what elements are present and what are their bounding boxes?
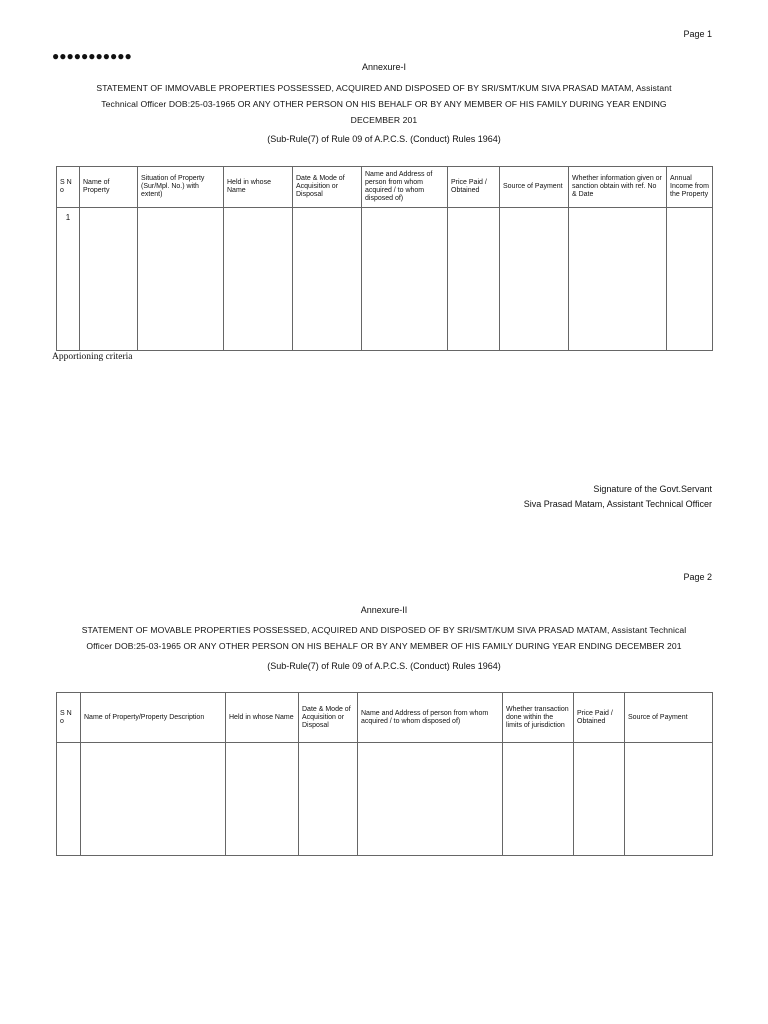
col-header: S N o	[57, 167, 80, 208]
col-header: Price Paid / Obtained	[448, 167, 500, 208]
movable-property-table	[56, 692, 713, 856]
col-header: Held in whose Name	[226, 693, 299, 743]
table-cell	[574, 743, 625, 856]
col-header: Date & Mode of Acquisition or Disposal	[293, 167, 362, 208]
table-cell	[224, 208, 293, 351]
col-header: Name and Address of person from whom acquired / to whom disposed of)	[358, 693, 503, 743]
col-header: Date & Mode of Acquisition or Disposal	[299, 693, 358, 743]
table-cell	[226, 743, 299, 856]
table-cell	[299, 743, 358, 856]
annexure-1-subrule: (Sub-Rule(7) of Rule 09 of A.P.C.S. (Conduct) Rules 1964)	[267, 134, 501, 144]
bullet-dots: ●●●●●●●●●●●	[52, 49, 132, 63]
col-header: Source of Payment	[500, 167, 569, 208]
apportioning-criteria: Apportioning criteria	[52, 352, 133, 362]
heading-line: Technical Officer DOB:25-03-1965 OR ANY OTHER PERSON ON HIS BEHALF OR BY ANY MEMBER OF HIS FAMILY DURING YEAR ENDING	[101, 99, 667, 109]
heading-line: STATEMENT OF IMMOVABLE PROPERTIES POSSESSED, ACQUIRED AND DISPOSED OF BY SRI/SMT/KUM SIVA PRASAD MATAM, Assistant	[96, 83, 672, 93]
table-cell	[80, 208, 138, 351]
col-header: Situation of Property (Sur/Mpl. No.) with extent)	[138, 167, 224, 208]
signature-name: Siva Prasad Matam, Assistant Technical Officer	[523, 499, 712, 509]
table-cell	[293, 208, 362, 351]
table-row	[57, 743, 713, 856]
table-cell	[569, 208, 667, 351]
heading-line: Officer DOB:25-03-1965 OR ANY OTHER PERSON ON HIS BEHALF OR BY ANY MEMBER OF HIS FAMILY DURING YEAR ENDING DECEMBER 201	[86, 641, 682, 651]
table-cell	[667, 208, 713, 351]
table-header-row	[57, 167, 713, 208]
table-cell	[362, 208, 448, 351]
col-header: Annual Income from the Property	[667, 167, 713, 208]
col-header: S N o	[57, 693, 81, 743]
heading-line: STATEMENT OF MOVABLE PROPERTIES POSSESSED, ACQUIRED AND DISPOSED OF BY SRI/SMT/KUM SIVA PRASAD MATAM, Assistant Technical	[81, 625, 687, 635]
col-header: Held in whose Name	[224, 167, 293, 208]
table-cell	[500, 208, 569, 351]
annexure-1-heading	[56, 80, 712, 128]
heading-line: DECEMBER 201	[350, 115, 418, 125]
table-cell: 1	[57, 208, 80, 351]
table-header-row	[57, 693, 713, 743]
annexure-1-title: Annexure-I	[361, 62, 407, 72]
table-cell	[358, 743, 503, 856]
table-cell	[81, 743, 226, 856]
table-cell	[503, 743, 574, 856]
col-header: Whether transaction done within the limits of jurisdiction	[503, 693, 574, 743]
annexure-2-title: Annexure-II	[360, 605, 408, 615]
page-number-2: Page 2	[683, 572, 712, 582]
col-header: Whether information given or sanction obtain with ref. No & Date	[569, 167, 667, 208]
table-cell	[625, 743, 713, 856]
table-cell	[57, 743, 81, 856]
table-row	[57, 208, 713, 351]
table-cell	[448, 208, 500, 351]
page-number-1: Page 1	[683, 29, 712, 39]
signature-title: Signature of the Govt.Servant	[593, 484, 712, 494]
immovable-property-table	[56, 166, 713, 351]
col-header: Name of Property/Property Description	[81, 693, 226, 743]
annexure-2-subrule: (Sub-Rule(7) of Rule 09 of A.P.C.S. (Conduct) Rules 1964)	[267, 661, 501, 671]
col-header: Price Paid / Obtained	[574, 693, 625, 743]
col-header: Name and Address of person from whom acquired / to whom disposed of)	[362, 167, 448, 208]
col-header: Source of Payment	[625, 693, 713, 743]
table-cell	[138, 208, 224, 351]
annexure-2-heading	[56, 622, 712, 654]
col-header: Name of Property	[80, 167, 138, 208]
